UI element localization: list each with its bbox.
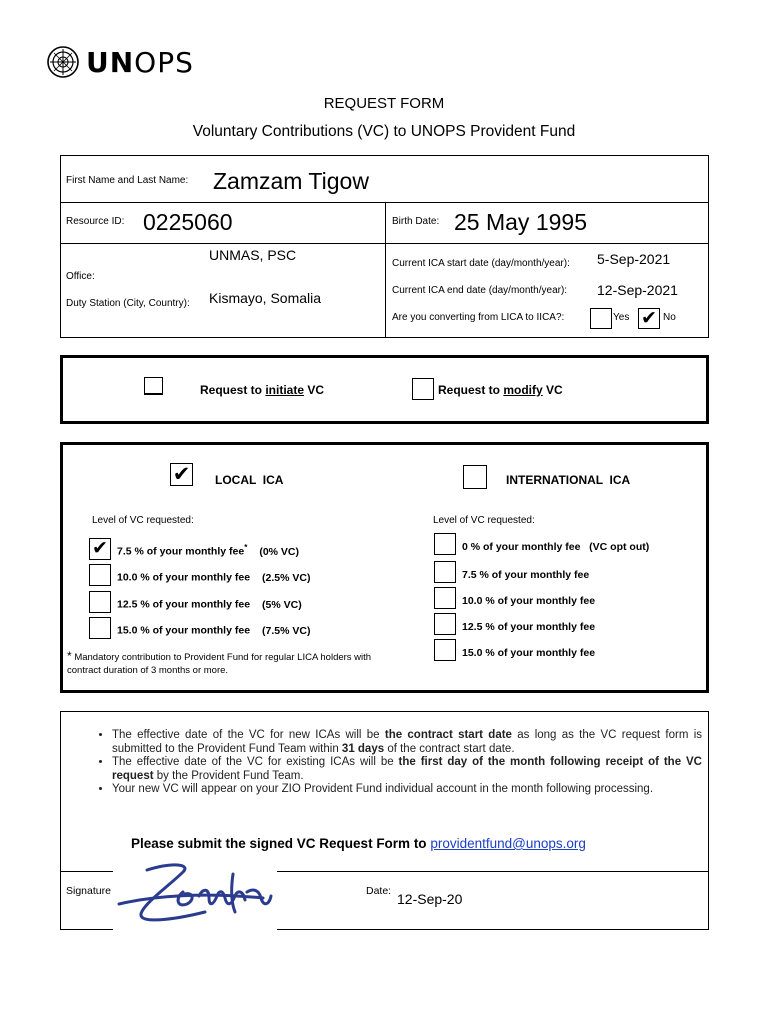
local-level-label: Level of VC requested: [92, 515, 194, 526]
modify-checkbox[interactable] [412, 378, 434, 400]
unops-logo [46, 44, 194, 80]
bullet-item: • The effective date of the VC for new ICAs will be the contract start date as long as the VC request form is submitted to the Provident Fund Team within 31 days of the contract start date. [112, 729, 702, 756]
column-divider [385, 202, 386, 338]
info-bullets [74, 729, 702, 797]
convert-yes-label: Yes [613, 312, 630, 323]
logo-text: UNOPS [86, 45, 194, 79]
local-ica-label: LOCAL ICA [215, 473, 284, 487]
signature-label: Signature [66, 885, 111, 897]
bullet-item: • The effective date of the VC for existing ICAs will be the first day of the month following receipt of the VC request by the Provident Fund Team. [112, 756, 702, 783]
date-value[interactable]: 12-Sep-20 [397, 891, 463, 907]
local-option-checkbox[interactable] [89, 591, 111, 613]
footnote-star: * [67, 649, 72, 663]
duty-station-value[interactable]: Kismayo, Somalia [209, 290, 322, 306]
convert-yes-checkbox[interactable] [590, 308, 612, 329]
intl-option-checkbox[interactable] [434, 613, 456, 635]
intl-option-checkbox[interactable] [434, 561, 456, 583]
resource-id-label: Resource ID: [66, 216, 125, 227]
office-label: Office: [66, 271, 95, 282]
resource-id-value[interactable]: 0225060 [143, 209, 233, 235]
convert-no-checkbox[interactable] [638, 308, 660, 329]
intl-option-checkbox[interactable] [434, 587, 456, 609]
local-option-checkbox[interactable] [89, 564, 111, 586]
ica-end-label: Current ICA end date (day/month/year): [392, 285, 568, 296]
footnote-line1: Mandatory contribution to Provident Fund for regular LICA holders with [74, 652, 372, 663]
modify-label: Request to modify VC [438, 383, 563, 397]
checkmark-icon: ✔ [172, 462, 191, 486]
signature-image [113, 852, 277, 935]
form-title: REQUEST FORM [323, 95, 445, 112]
initiate-checkbox[interactable] [144, 377, 163, 395]
local-option-label: 15.0 % of your monthly fee (7.5% VC) [117, 624, 311, 637]
local-option-label: 7.5 % of your monthly fee* (0% VC) [117, 543, 300, 558]
ica-end-value[interactable]: 12-Sep-2021 [597, 282, 678, 298]
ica-start-value[interactable]: 5-Sep-2021 [597, 251, 671, 267]
un-emblem-icon [46, 45, 80, 79]
convert-no-label: No [663, 312, 676, 323]
birth-date-label: Birth Date: [392, 216, 440, 227]
initiate-label: Request to initiate VC [200, 383, 325, 397]
checkmark-icon: ✔ [641, 307, 657, 329]
submit-instruction: Please submit the signed VC Request Form to providentfund@unops.org [131, 836, 586, 851]
name-label: First Name and Last Name: [66, 175, 189, 186]
intl-option-label: 12.5 % of your monthly fee [462, 621, 596, 633]
intl-option-label: 0 % of your monthly fee (VC opt out) [462, 541, 650, 553]
birth-date-value[interactable]: 25 May 1995 [454, 209, 587, 235]
checkmark-icon: ✔ [92, 537, 108, 559]
intl-option-checkbox[interactable] [434, 533, 456, 555]
email-link[interactable]: providentfund@unops.org [430, 836, 586, 851]
intl-level-label: Level of VC requested: [433, 515, 535, 526]
form-subtitle: Voluntary Contributions (VC) to UNOPS Provident Fund [192, 123, 576, 140]
name-value[interactable]: Zamzam Tigow [213, 168, 369, 194]
international-ica-label: INTERNATIONAL ICA [506, 473, 631, 487]
local-option-checkbox[interactable] [89, 617, 111, 639]
local-option-checkbox[interactable] [89, 538, 111, 560]
intl-option-checkbox[interactable] [434, 639, 456, 661]
footnote [67, 650, 371, 677]
local-ica-checkbox[interactable] [170, 463, 193, 486]
intl-option-label: 7.5 % of your monthly fee [462, 569, 590, 581]
intl-option-label: 15.0 % of your monthly fee [462, 647, 596, 659]
footnote-line2: contract duration of 3 months or more. [67, 664, 229, 676]
ica-start-label: Current ICA start date (day/month/year): [392, 258, 570, 269]
intl-option-label: 10.0 % of your monthly fee [462, 595, 596, 607]
duty-station-label: Duty Station (City, Country): [66, 298, 190, 309]
international-ica-checkbox[interactable] [463, 465, 487, 489]
handwritten-signature [113, 852, 277, 935]
local-option-label: 10.0 % of your monthly fee (2.5% VC) [117, 571, 311, 584]
convert-label: Are you converting from LICA to IICA?: [392, 312, 565, 323]
local-option-label: 12.5 % of your monthly fee (5% VC) [117, 598, 302, 611]
date-label: Date: [366, 885, 392, 897]
bullet-item: • Your new VC will appear on your ZIO Provident Fund individual account in the month following processing. [112, 783, 702, 797]
office-value[interactable]: UNMAS, PSC [209, 247, 297, 263]
